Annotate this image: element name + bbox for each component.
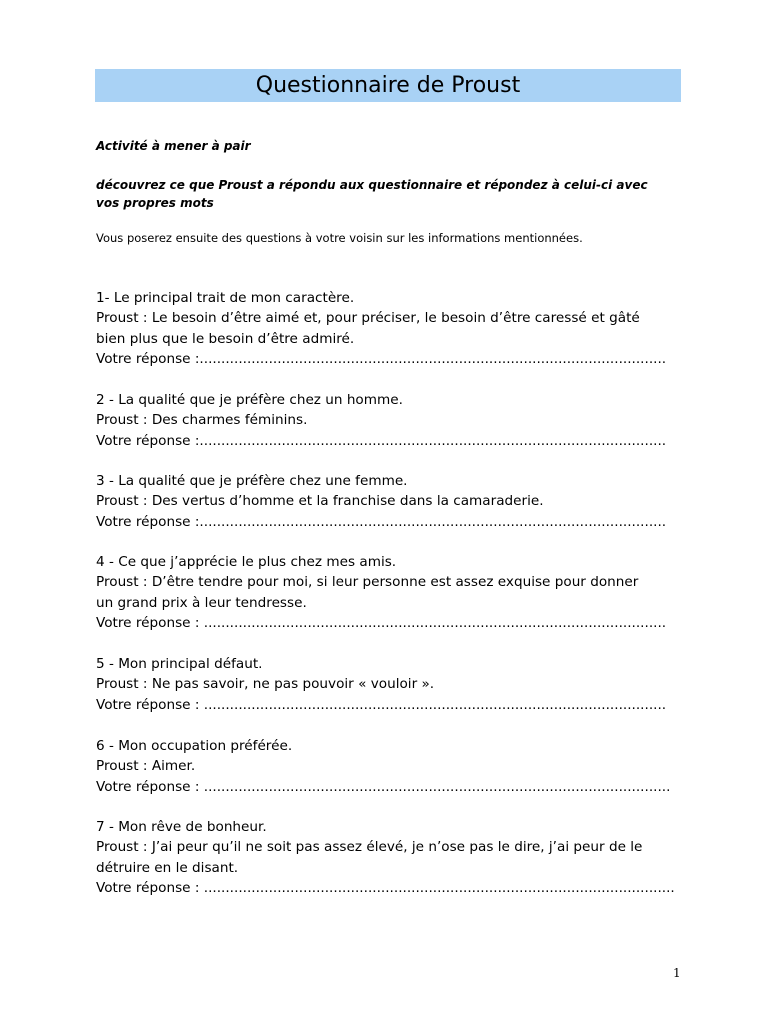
page-number: 1 — [673, 966, 681, 980]
question-block-3 — [96, 471, 686, 532]
proust-answer-continued: bien plus que le besoin d’être admiré. — [96, 330, 355, 347]
instruction-note: Vous poserez ensuite des questions à votre voisin sur les informations mentionnées. — [96, 231, 583, 245]
question-heading: 7 - Mon rêve de bonheur. — [96, 819, 267, 835]
activity-label: Activité à mener à pair — [96, 139, 251, 153]
question-block-5 — [96, 654, 686, 715]
question-block-7 — [96, 817, 686, 899]
question-block-4 — [96, 552, 686, 634]
response-line: Votre réponse :............................................................................................................ — [96, 351, 667, 368]
question-heading: 4 - Ce que j’apprécie le plus chez mes amis. — [96, 554, 397, 570]
proust-answer: Proust : Des vertus d’homme et la franchise dans la camaraderie. — [96, 493, 544, 510]
proust-answer-continued: détruire en le disant. — [96, 859, 239, 876]
question-heading: 5 - Mon principal défaut. — [96, 656, 263, 672]
question-heading: 2 - La qualité que je préfère chez un homme. — [96, 392, 403, 408]
response-line: Votre réponse : ............................................................................................................. — [96, 880, 675, 897]
question-block-6 — [96, 736, 686, 797]
proust-answer: Proust : Des charmes féminins. — [96, 412, 308, 429]
proust-answer: Proust : Ne pas savoir, ne pas pouvoir « vouloir ». — [96, 676, 435, 693]
question-block-2 — [96, 390, 686, 451]
proust-answer: Proust : J’ai peur qu’il ne soit pas assez élevé, je n’ose pas le dire, j’ai peur de le — [96, 839, 643, 856]
instruction-line-1: découvrez ce que Proust a répondu aux questionnaire et répondez à celui-ci avec — [96, 178, 648, 192]
response-line: Votre réponse :............................................................................................................ — [96, 432, 667, 449]
instruction-line-2: vos propres mots — [96, 196, 214, 210]
response-line: Votre réponse : ........................................................................................................... — [96, 696, 667, 713]
title-banner — [95, 69, 681, 102]
page-title: Questionnaire de Proust — [255, 73, 521, 98]
question-heading: 3 - La qualité que je préfère chez une femme. — [96, 473, 408, 489]
response-line: Votre réponse :............................................................................................................ — [96, 513, 667, 530]
question-heading: 1- Le principal trait de mon caractère. — [96, 290, 355, 306]
proust-answer: Proust : Le besoin d’être aimé et, pour préciser, le besoin d’être caressé et gâté — [96, 310, 640, 327]
question-block-1 — [96, 288, 686, 370]
question-heading: 6 - Mon occupation préférée. — [96, 738, 293, 754]
proust-answer: Proust : D’être tendre pour moi, si leur personne est assez exquise pour donner — [96, 574, 639, 591]
proust-answer-continued: un grand prix à leur tendresse. — [96, 594, 307, 611]
response-line: Votre réponse : ............................................................................................................ — [96, 778, 671, 795]
response-line: Votre réponse : ........................................................................................................... — [96, 615, 667, 632]
proust-answer: Proust : Aimer. — [96, 758, 196, 775]
